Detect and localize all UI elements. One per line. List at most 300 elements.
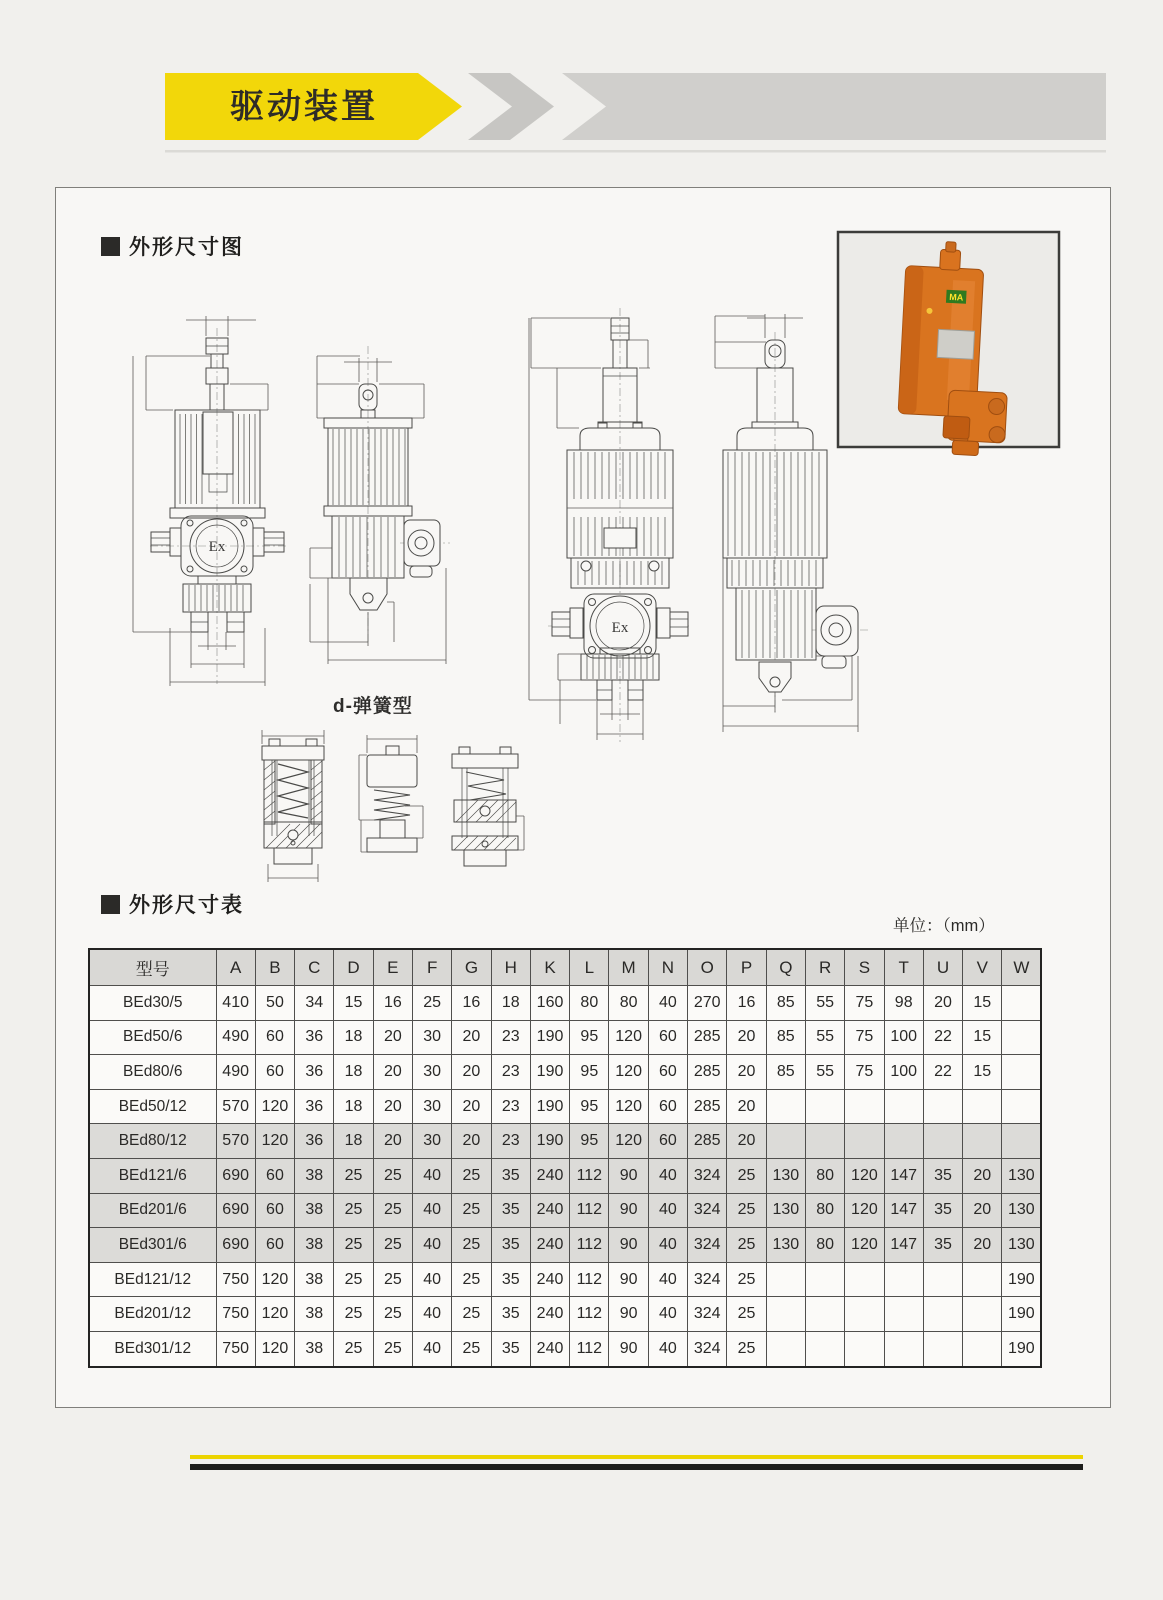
model-cell: BEd121/6 (89, 1158, 216, 1193)
banner-chevron-icon (468, 73, 554, 140)
value-cell (805, 1262, 844, 1297)
value-cell: 35 (491, 1331, 530, 1366)
model-cell: BEd201/12 (89, 1297, 216, 1332)
value-cell: 60 (648, 1055, 687, 1090)
dim-label-n: N (211, 629, 223, 646)
product-photo (838, 232, 1059, 457)
value-cell: 18 (334, 1020, 373, 1055)
value-cell (884, 1089, 923, 1124)
table-row (89, 986, 1041, 1021)
value-cell (963, 1262, 1002, 1297)
value-cell: 95 (570, 1020, 609, 1055)
value-cell: 36 (295, 1124, 334, 1159)
value-cell (884, 1124, 923, 1159)
value-cell: 25 (727, 1331, 766, 1366)
value-cell: 60 (648, 1020, 687, 1055)
value-cell: 34 (295, 986, 334, 1021)
value-cell: 25 (452, 1331, 491, 1366)
value-cell: 40 (648, 1297, 687, 1332)
dim-label-w: w (536, 391, 553, 403)
value-cell: 120 (609, 1124, 648, 1159)
value-cell: 35 (491, 1158, 530, 1193)
value-cell: 20 (963, 1158, 1002, 1193)
value-cell: 25 (452, 1193, 491, 1228)
dim-label-t: T (338, 784, 355, 794)
dim-label-r: R (386, 721, 398, 738)
value-cell: 324 (688, 1228, 727, 1263)
value-cell: 112 (570, 1262, 609, 1297)
model-cell: BEd201/6 (89, 1193, 216, 1228)
value-cell (923, 1297, 962, 1332)
dim-label-e: E (264, 392, 281, 402)
value-cell: 570 (216, 1124, 255, 1159)
dim-label-d: D (694, 323, 711, 335)
value-cell: 20 (727, 1089, 766, 1124)
value-cell: 240 (530, 1193, 569, 1228)
value-cell: 23 (491, 1055, 530, 1090)
value-cell: 38 (295, 1297, 334, 1332)
value-cell (845, 1331, 884, 1366)
dim-label-m: M (612, 717, 628, 734)
column-header: B (255, 949, 294, 986)
unit-note: 单位：（mm） (893, 917, 995, 935)
section-title: 外形尺寸图 (129, 236, 244, 259)
value-cell: 80 (609, 986, 648, 1021)
value-cell: 23 (491, 1089, 530, 1124)
column-header: K (530, 949, 569, 986)
value-cell: 18 (491, 986, 530, 1021)
section-square-icon (101, 895, 120, 914)
value-cell: 60 (648, 1124, 687, 1159)
value-cell: 40 (412, 1331, 451, 1366)
dim-label-u: U (418, 817, 435, 829)
value-cell: 36 (295, 1089, 334, 1124)
dim-label-p: P (539, 700, 556, 710)
value-cell: 20 (727, 1124, 766, 1159)
value-cell: 75 (845, 1020, 884, 1055)
value-cell: 120 (609, 1089, 648, 1124)
dim-label-c: C (694, 350, 711, 362)
value-cell: 23 (491, 1020, 530, 1055)
value-cell (963, 1124, 1002, 1159)
value-cell: 120 (845, 1228, 884, 1263)
model-cell: BEd80/12 (89, 1124, 216, 1159)
value-cell: 40 (648, 1262, 687, 1297)
dim-label-a: A (112, 490, 129, 502)
value-cell: 25 (727, 1158, 766, 1193)
page-title: 驱动装置 (230, 88, 378, 126)
value-cell: 15 (963, 1020, 1002, 1055)
value-cell: 35 (923, 1228, 962, 1263)
dimension-table-header-row (89, 949, 1041, 986)
value-cell: 324 (688, 1262, 727, 1297)
dim-label-c: C (296, 396, 313, 408)
value-cell: 20 (452, 1089, 491, 1124)
column-header: E (373, 949, 412, 986)
value-cell: 190 (530, 1124, 569, 1159)
column-header: D (334, 949, 373, 986)
value-cell: 285 (688, 1089, 727, 1124)
value-cell: 190 (1002, 1331, 1041, 1366)
value-cell: 690 (216, 1228, 255, 1263)
value-cell (805, 1297, 844, 1332)
value-cell: 18 (334, 1124, 373, 1159)
column-header: C (295, 949, 334, 986)
dim-label-l: L (343, 624, 353, 641)
value-cell: 270 (688, 986, 727, 1021)
value-cell: 240 (530, 1331, 569, 1366)
value-cell: 60 (255, 1055, 294, 1090)
value-cell: 95 (570, 1124, 609, 1159)
value-cell: 35 (923, 1158, 962, 1193)
value-cell: 190 (1002, 1262, 1041, 1297)
value-cell: 36 (295, 1020, 334, 1055)
value-cell: 40 (648, 1228, 687, 1263)
value-cell: 25 (727, 1297, 766, 1332)
column-header: U (923, 949, 962, 986)
value-cell (766, 1297, 805, 1332)
dimension-table (88, 948, 1042, 1368)
value-cell: 100 (884, 1020, 923, 1055)
section-title: 外形尺寸表 (129, 894, 244, 917)
value-cell: 25 (334, 1262, 373, 1297)
value-cell: 85 (766, 1055, 805, 1090)
diagram-spring-middle (338, 721, 435, 852)
value-cell: 324 (688, 1158, 727, 1193)
table-row (89, 1262, 1041, 1297)
value-cell: 40 (648, 1158, 687, 1193)
value-cell: 23 (491, 1124, 530, 1159)
value-cell (766, 1124, 805, 1159)
value-cell: 15 (963, 1055, 1002, 1090)
value-cell: 25 (334, 1158, 373, 1193)
diagram-front-view-small (112, 302, 287, 686)
value-cell (766, 1089, 805, 1124)
value-cell: 50 (255, 986, 294, 1021)
dim-label-f: F (363, 342, 373, 359)
value-cell: 25 (373, 1262, 412, 1297)
value-cell: 240 (530, 1228, 569, 1263)
value-cell: 120 (255, 1331, 294, 1366)
dimension-drawings (0, 180, 1163, 890)
value-cell: 16 (727, 986, 766, 1021)
value-cell: 324 (688, 1193, 727, 1228)
dim-label-g: G (831, 674, 848, 686)
value-cell: 112 (570, 1193, 609, 1228)
device-nameplate (937, 329, 974, 359)
section-header-table (101, 889, 244, 919)
value-cell: 25 (452, 1228, 491, 1263)
value-cell: 20 (373, 1055, 412, 1090)
ex-marking: Ex (208, 539, 226, 555)
value-cell: 25 (373, 1331, 412, 1366)
value-cell: 40 (412, 1297, 451, 1332)
value-cell: 750 (216, 1262, 255, 1297)
value-cell: 80 (570, 986, 609, 1021)
value-cell: 25 (334, 1331, 373, 1366)
value-cell (923, 1124, 962, 1159)
value-cell: 112 (570, 1297, 609, 1332)
value-cell: 120 (845, 1193, 884, 1228)
model-cell: BEd121/12 (89, 1262, 216, 1297)
table-row (89, 1124, 1041, 1159)
value-cell: 750 (216, 1331, 255, 1366)
value-cell: 40 (648, 1331, 687, 1366)
value-cell: 20 (373, 1089, 412, 1124)
value-cell: 22 (923, 1055, 962, 1090)
diagram-front-view-large (508, 308, 692, 742)
dimension-table-body (89, 986, 1041, 1367)
value-cell: 40 (412, 1228, 451, 1263)
value-cell: 20 (727, 1055, 766, 1090)
banner-underline (165, 150, 1106, 153)
value-cell: 690 (216, 1193, 255, 1228)
column-header: V (963, 949, 1002, 986)
value-cell: 16 (373, 986, 412, 1021)
value-cell: 25 (452, 1262, 491, 1297)
table-row (89, 1158, 1041, 1193)
value-cell: 324 (688, 1331, 727, 1366)
value-cell: 30 (412, 1055, 451, 1090)
value-cell: 85 (766, 1020, 805, 1055)
value-cell: 22 (923, 1020, 962, 1055)
header-banner (0, 60, 1163, 160)
model-cell: BEd30/5 (89, 986, 216, 1021)
value-cell: 35 (923, 1193, 962, 1228)
value-cell: 20 (452, 1124, 491, 1159)
spring-type-label: d-弹簧型 (333, 696, 413, 717)
value-cell (805, 1124, 844, 1159)
column-header: G (452, 949, 491, 986)
value-cell: 90 (609, 1331, 648, 1366)
value-cell: 240 (530, 1158, 569, 1193)
value-cell (845, 1297, 884, 1332)
value-cell: 40 (412, 1193, 451, 1228)
value-cell: 120 (255, 1262, 294, 1297)
dim-label-o: O (384, 643, 396, 660)
value-cell: 80 (805, 1158, 844, 1193)
model-cell: BEd301/6 (89, 1228, 216, 1263)
value-cell: 324 (688, 1297, 727, 1332)
value-cell: 38 (295, 1228, 334, 1263)
column-header: R (805, 949, 844, 986)
column-header: L (570, 949, 609, 986)
value-cell: 25 (334, 1297, 373, 1332)
value-cell: 60 (648, 1089, 687, 1124)
column-header: W (1002, 949, 1041, 986)
device-top-pin (940, 249, 961, 270)
value-cell (1002, 1124, 1041, 1159)
dim-label-g: G (390, 616, 407, 628)
value-cell: 18 (334, 1055, 373, 1090)
column-header: Q (766, 949, 805, 986)
value-cell: 80 (805, 1228, 844, 1263)
value-cell: 25 (727, 1228, 766, 1263)
dim-label-v: V (519, 827, 536, 839)
value-cell: 36 (295, 1055, 334, 1090)
value-cell: 30 (412, 1020, 451, 1055)
value-cell: 190 (530, 1055, 569, 1090)
value-cell: 750 (216, 1297, 255, 1332)
value-cell: 90 (609, 1262, 648, 1297)
table-row (89, 1228, 1041, 1263)
value-cell: 20 (452, 1020, 491, 1055)
value-cell (1002, 986, 1041, 1021)
table-row (89, 1055, 1041, 1090)
column-header: F (412, 949, 451, 986)
value-cell: 100 (884, 1055, 923, 1090)
value-cell: 130 (1002, 1228, 1041, 1263)
value-cell: 240 (530, 1262, 569, 1297)
value-cell: 120 (255, 1089, 294, 1124)
value-cell: 38 (295, 1262, 334, 1297)
dim-label-a: A (508, 507, 525, 519)
value-cell: 90 (609, 1193, 648, 1228)
value-cell: 20 (963, 1193, 1002, 1228)
dim-label-c: C (340, 832, 357, 844)
column-header: T (884, 949, 923, 986)
value-cell (884, 1297, 923, 1332)
value-cell: 25 (452, 1158, 491, 1193)
value-cell: 20 (727, 1020, 766, 1055)
value-cell (884, 1262, 923, 1297)
dim-label-m: M (209, 647, 225, 664)
value-cell: 90 (609, 1158, 648, 1193)
value-cell (845, 1089, 884, 1124)
value-cell: 40 (412, 1262, 451, 1297)
value-cell: 147 (884, 1193, 923, 1228)
value-cell: 25 (334, 1228, 373, 1263)
value-cell: 285 (688, 1020, 727, 1055)
dim-label-e: E (643, 349, 660, 359)
value-cell: 60 (255, 1020, 294, 1055)
diagram-spring-left (262, 718, 324, 882)
value-cell: 190 (530, 1089, 569, 1124)
value-cell (923, 1331, 962, 1366)
model-cell: BEd50/6 (89, 1020, 216, 1055)
value-cell: 85 (766, 986, 805, 1021)
value-cell: 40 (412, 1158, 451, 1193)
dim-label-h: H (289, 557, 306, 569)
value-cell: 16 (452, 986, 491, 1021)
value-cell: 60 (255, 1158, 294, 1193)
value-cell: 75 (845, 986, 884, 1021)
dim-label-f: F (246, 302, 256, 319)
value-cell (805, 1089, 844, 1124)
dim-label-s: S (288, 862, 298, 879)
value-cell: 90 (609, 1228, 648, 1263)
value-cell: 120 (255, 1297, 294, 1332)
value-cell: 60 (255, 1228, 294, 1263)
ex-marking: Ex (611, 620, 629, 636)
value-cell: 30 (412, 1124, 451, 1159)
value-cell: 285 (688, 1055, 727, 1090)
model-cell: BEd80/6 (89, 1055, 216, 1090)
value-cell: 20 (923, 986, 962, 1021)
value-cell: 20 (373, 1124, 412, 1159)
dim-label-k: K (211, 665, 223, 682)
dim-label-n: N (614, 697, 626, 714)
value-cell: 40 (648, 986, 687, 1021)
value-cell: 35 (491, 1228, 530, 1263)
value-cell: 130 (766, 1228, 805, 1263)
table-row (89, 1020, 1041, 1055)
value-cell: 120 (609, 1055, 648, 1090)
value-cell: 80 (805, 1193, 844, 1228)
value-cell: 190 (1002, 1297, 1041, 1332)
value-cell: 112 (570, 1158, 609, 1193)
value-cell: 15 (963, 986, 1002, 1021)
value-cell: 25 (412, 986, 451, 1021)
value-cell: 38 (295, 1158, 334, 1193)
column-header: A (216, 949, 255, 986)
value-cell (963, 1089, 1002, 1124)
value-cell: 25 (452, 1297, 491, 1332)
value-cell: 112 (570, 1228, 609, 1263)
value-cell: 130 (1002, 1193, 1041, 1228)
value-cell (1002, 1089, 1041, 1124)
column-header: M (609, 949, 648, 986)
device-badge-text: MA (948, 291, 964, 303)
dim-label-b: B (125, 376, 142, 388)
dim-label-p: P (289, 611, 306, 621)
value-cell: 35 (491, 1297, 530, 1332)
value-cell: 25 (373, 1297, 412, 1332)
value-cell: 20 (963, 1228, 1002, 1263)
value-cell: 120 (609, 1020, 648, 1055)
model-cell: BEd301/12 (89, 1331, 216, 1366)
diagram-spring-right (452, 747, 536, 866)
model-cell: BEd50/12 (89, 1089, 216, 1124)
footer-yellow-line (190, 1455, 1083, 1459)
column-header: O (688, 949, 727, 986)
value-cell: 690 (216, 1158, 255, 1193)
value-cell: 95 (570, 1089, 609, 1124)
value-cell: 35 (491, 1262, 530, 1297)
value-cell (923, 1262, 962, 1297)
value-cell (1002, 1020, 1041, 1055)
column-header: H (491, 949, 530, 986)
value-cell: 285 (688, 1124, 727, 1159)
value-cell: 570 (216, 1089, 255, 1124)
banner-gray-band (562, 73, 1106, 140)
value-cell: 25 (373, 1193, 412, 1228)
column-header: S (845, 949, 884, 986)
value-cell: 240 (530, 1297, 569, 1332)
value-cell: 55 (805, 1020, 844, 1055)
dim-label-q: Q (287, 718, 299, 735)
value-cell: 30 (412, 1089, 451, 1124)
column-header: 型号 (89, 949, 216, 986)
value-cell: 75 (845, 1055, 884, 1090)
dim-label-e: E (419, 396, 436, 406)
value-cell: 18 (334, 1089, 373, 1124)
value-cell: 130 (766, 1158, 805, 1193)
value-cell: 95 (570, 1055, 609, 1090)
value-cell (805, 1331, 844, 1366)
value-cell: 25 (727, 1262, 766, 1297)
value-cell: 147 (884, 1228, 923, 1263)
value-cell: 90 (609, 1297, 648, 1332)
value-cell (963, 1297, 1002, 1332)
footer-black-line (190, 1464, 1083, 1470)
value-cell: 25 (334, 1193, 373, 1228)
value-cell (766, 1262, 805, 1297)
value-cell: 410 (216, 986, 255, 1021)
value-cell: 25 (373, 1158, 412, 1193)
diagram-side-view-small (289, 342, 450, 664)
value-cell (766, 1331, 805, 1366)
